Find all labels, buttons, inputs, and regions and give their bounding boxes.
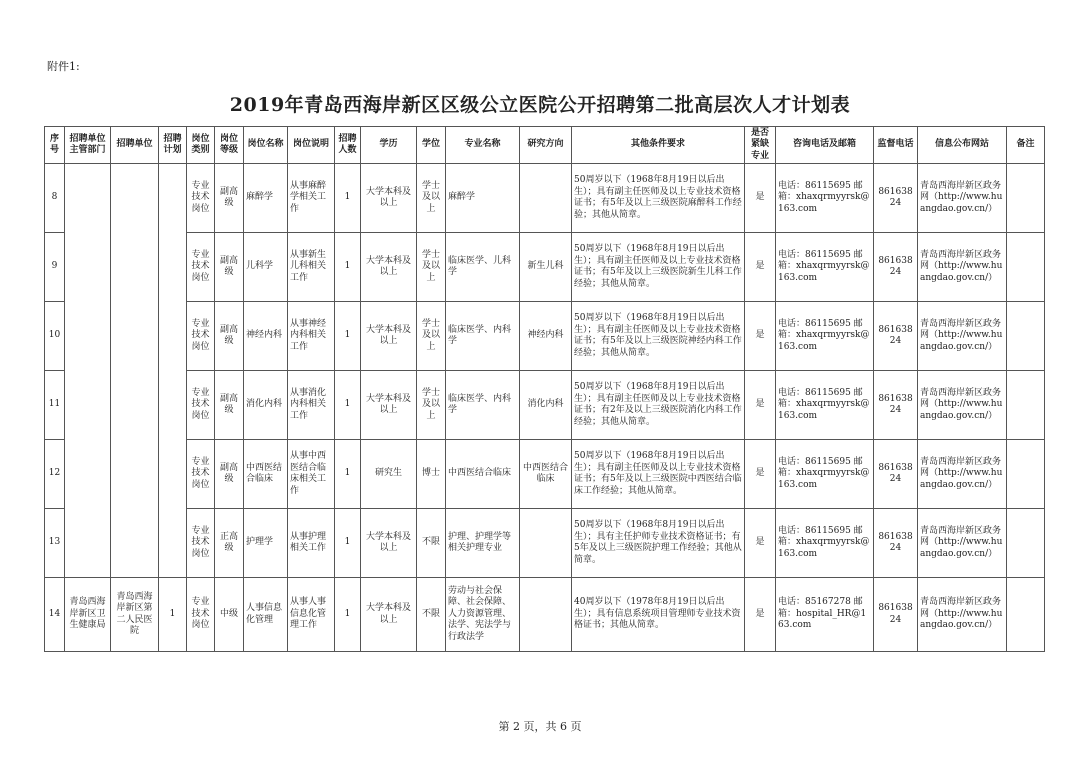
- attachment-label: 附件1:: [47, 60, 80, 73]
- position-name-cell: 护理学: [244, 509, 288, 578]
- major-cell: 劳动与社会保障、社会保障、人力资源管理、法学、宪法学与行政法学: [446, 578, 520, 652]
- table-header-row: [45, 127, 1045, 164]
- position-desc-cell: 从事新生儿科相关工作: [288, 233, 335, 302]
- contact-cell: 电话：86115695 邮箱：xhaxqrmyyrsk@163.com: [776, 371, 874, 440]
- note-cell: [1007, 233, 1045, 302]
- requirements-cell: 50周岁以下（1968年8月19日以后出生）；具有副主任医师及以上专业技术资格证书；有5年及以上三级医院麻醉科工作经验；其他从简章。: [572, 164, 745, 233]
- urgent-cell: 是: [745, 509, 776, 578]
- research-cell: 消化内科: [520, 371, 572, 440]
- plan-cell: 1: [159, 578, 187, 652]
- contact-cell: 电话：86115695 邮箱：xhaxqrmyyrsk@163.com: [776, 233, 874, 302]
- level-cell: 副高级: [215, 440, 244, 509]
- count-cell: 1: [335, 302, 361, 371]
- major-cell: 护理、护理学等相关护理专业: [446, 509, 520, 578]
- row-number: 9: [45, 233, 65, 302]
- requirements-cell: 50周岁以下（1968年8月19日以后出生）；具有副主任医师及以上专业技术资格证书；有5年及以上三级医院新生儿科工作经验；其他从简章。: [572, 233, 745, 302]
- urgent-cell: 是: [745, 440, 776, 509]
- education-cell: 大学本科及以上: [361, 509, 417, 578]
- level-cell: 副高级: [215, 164, 244, 233]
- supervise-phone-cell: 86163824: [874, 302, 918, 371]
- urgent-cell: 是: [745, 164, 776, 233]
- supervise-phone-cell: 86163824: [874, 233, 918, 302]
- header-cell: 岗位等级: [215, 127, 244, 164]
- table-row: [45, 578, 1045, 652]
- header-cell: 学位: [417, 127, 446, 164]
- requirements-cell: 50周岁以下（1968年8月19日以后出生）；具有副主任医师及以上专业技术资格证书；有2年及以上三级医院消化内科工作经验；其他从简章。: [572, 371, 745, 440]
- degree-cell: 博士: [417, 440, 446, 509]
- urgent-cell: 是: [745, 302, 776, 371]
- degree-cell: 学士及以上: [417, 233, 446, 302]
- level-cell: 副高级: [215, 302, 244, 371]
- contact-cell: 电话：86115695 邮箱：xhaxqrmyyrsk@163.com: [776, 164, 874, 233]
- table-row: [45, 164, 1045, 233]
- level-cell: 副高级: [215, 233, 244, 302]
- supervise-phone-cell: 86163824: [874, 164, 918, 233]
- table-row: [45, 302, 1045, 371]
- level-cell: 中级: [215, 578, 244, 652]
- education-cell: 大学本科及以上: [361, 164, 417, 233]
- category-cell: 专业技术岗位: [187, 302, 215, 371]
- plan-cell: [159, 164, 187, 578]
- major-cell: 麻醉学: [446, 164, 520, 233]
- degree-cell: 学士及以上: [417, 164, 446, 233]
- research-cell: 中西医结合临床: [520, 440, 572, 509]
- website-cell: 青岛西海岸新区政务网（http://www.huangdao.gov.cn/）: [918, 302, 1007, 371]
- research-cell: 新生儿科: [520, 233, 572, 302]
- level-cell: 正高级: [215, 509, 244, 578]
- header-cell: 岗位类别: [187, 127, 215, 164]
- header-cell: 信息公布网站: [918, 127, 1007, 164]
- degree-cell: 学士及以上: [417, 302, 446, 371]
- supervise-phone-cell: 86163824: [874, 371, 918, 440]
- header-cell: 研究方向: [520, 127, 572, 164]
- header-cell: 序号: [45, 127, 65, 164]
- header-cell: 岗位名称: [244, 127, 288, 164]
- note-cell: [1007, 371, 1045, 440]
- website-cell: 青岛西海岸新区政务网（http://www.huangdao.gov.cn/）: [918, 509, 1007, 578]
- count-cell: 1: [335, 440, 361, 509]
- note-cell: [1007, 440, 1045, 509]
- header-cell: 学历: [361, 127, 417, 164]
- header-cell: 是否紧缺专业: [745, 127, 776, 164]
- requirements-cell: 50周岁以下（1968年8月19日以后出生）；具有主任护师专业技术资格证书；有5年及以上三级医院护理工作经验；其他从简章。: [572, 509, 745, 578]
- urgent-cell: 是: [745, 371, 776, 440]
- header-cell: 其他条件要求: [572, 127, 745, 164]
- header-cell: 专业名称: [446, 127, 520, 164]
- position-name-cell: 中西医结合临床: [244, 440, 288, 509]
- website-cell: 青岛西海岸新区政务网（http://www.huangdao.gov.cn/）: [918, 578, 1007, 652]
- table-row: [45, 509, 1045, 578]
- row-number: 12: [45, 440, 65, 509]
- unit-cell: [111, 164, 159, 578]
- contact-cell: 电话：86115695 邮箱：xhaxqrmyyrsk@163.com: [776, 509, 874, 578]
- category-cell: 专业技术岗位: [187, 440, 215, 509]
- requirements-cell: 50周岁以下（1968年8月19日以后出生）；具有副主任医师及以上专业技术资格证书；有5年及以上三级医院神经内科工作经验；其他从简章。: [572, 302, 745, 371]
- requirements-cell: 40周岁以下（1978年8月19日以后出生）；具有信息系统项目管理师专业技术资格证书；其他从简章。: [572, 578, 745, 652]
- row-number: 8: [45, 164, 65, 233]
- note-cell: [1007, 578, 1045, 652]
- category-cell: 专业技术岗位: [187, 164, 215, 233]
- major-cell: 临床医学、内科学: [446, 371, 520, 440]
- website-cell: 青岛西海岸新区政务网（http://www.huangdao.gov.cn/）: [918, 371, 1007, 440]
- major-cell: 临床医学、儿科学: [446, 233, 520, 302]
- note-cell: [1007, 302, 1045, 371]
- row-number: 14: [45, 578, 65, 652]
- recruitment-table: [44, 126, 1045, 652]
- position-name-cell: 神经内科: [244, 302, 288, 371]
- row-number: 11: [45, 371, 65, 440]
- website-cell: 青岛西海岸新区政务网（http://www.huangdao.gov.cn/）: [918, 164, 1007, 233]
- count-cell: 1: [335, 233, 361, 302]
- requirements-cell: 50周岁以下（1968年8月19日以后出生）；具有副主任医师及以上专业技术资格证书；有5年及以上三级医院中西医结合临床工作经验；其他从简章。: [572, 440, 745, 509]
- category-cell: 专业技术岗位: [187, 371, 215, 440]
- note-cell: [1007, 509, 1045, 578]
- education-cell: 大学本科及以上: [361, 371, 417, 440]
- row-number: 13: [45, 509, 65, 578]
- degree-cell: 学士及以上: [417, 371, 446, 440]
- major-cell: 临床医学、内科学: [446, 302, 520, 371]
- contact-cell: 电话：86115695 邮箱：xhaxqrmyyrsk@163.com: [776, 302, 874, 371]
- position-desc-cell: 从事人事信息化管理工作: [288, 578, 335, 652]
- document-title: 2019年青岛西海岸新区区级公立医院公开招聘第二批高层次人才计划表: [229, 94, 851, 116]
- position-name-cell: 人事信息化管理: [244, 578, 288, 652]
- position-desc-cell: 从事神经内科相关工作: [288, 302, 335, 371]
- dept-cell: [65, 164, 111, 578]
- count-cell: 1: [335, 578, 361, 652]
- table-row: [45, 371, 1045, 440]
- position-desc-cell: 从事消化内科相关工作: [288, 371, 335, 440]
- urgent-cell: 是: [745, 233, 776, 302]
- position-desc-cell: 从事中西医结合临床相关工作: [288, 440, 335, 509]
- education-cell: 大学本科及以上: [361, 233, 417, 302]
- category-cell: 专业技术岗位: [187, 578, 215, 652]
- category-cell: 专业技术岗位: [187, 509, 215, 578]
- header-cell: 备注: [1007, 127, 1045, 164]
- research-cell: 神经内科: [520, 302, 572, 371]
- count-cell: 1: [335, 509, 361, 578]
- row-number: 10: [45, 302, 65, 371]
- supervise-phone-cell: 86163824: [874, 578, 918, 652]
- header-cell: 咨询电话及邮箱: [776, 127, 874, 164]
- education-cell: 研究生: [361, 440, 417, 509]
- supervise-phone-cell: 86163824: [874, 440, 918, 509]
- supervise-phone-cell: 86163824: [874, 509, 918, 578]
- header-cell: 招聘单位: [111, 127, 159, 164]
- urgent-cell: 是: [745, 578, 776, 652]
- dept-cell: 青岛西海岸新区卫生健康局: [65, 578, 111, 652]
- count-cell: 1: [335, 371, 361, 440]
- header-cell: 岗位说明: [288, 127, 335, 164]
- position-name-cell: 麻醉学: [244, 164, 288, 233]
- header-cell: 招聘人数: [335, 127, 361, 164]
- header-cell: 招聘单位主管部门: [65, 127, 111, 164]
- degree-cell: 不限: [417, 509, 446, 578]
- education-cell: 大学本科及以上: [361, 302, 417, 371]
- category-cell: 专业技术岗位: [187, 233, 215, 302]
- research-cell: [520, 509, 572, 578]
- education-cell: 大学本科及以上: [361, 578, 417, 652]
- position-name-cell: 儿科学: [244, 233, 288, 302]
- contact-cell: 电话：86115695 邮箱：xhaxqrmyyrsk@163.com: [776, 440, 874, 509]
- website-cell: 青岛西海岸新区政务网（http://www.huangdao.gov.cn/）: [918, 440, 1007, 509]
- position-name-cell: 消化内科: [244, 371, 288, 440]
- research-cell: [520, 578, 572, 652]
- table-row: [45, 233, 1045, 302]
- table-row: [45, 440, 1045, 509]
- research-cell: [520, 164, 572, 233]
- count-cell: 1: [335, 164, 361, 233]
- page-footer: 第 2 页，共 6 页: [498, 720, 582, 733]
- note-cell: [1007, 164, 1045, 233]
- header-cell: 招聘计划: [159, 127, 187, 164]
- unit-cell: 青岛西海岸新区第二人民医院: [111, 578, 159, 652]
- contact-cell: 电话：85167278 邮箱：hospital_HR@163.com: [776, 578, 874, 652]
- header-cell: 监督电话: [874, 127, 918, 164]
- degree-cell: 不限: [417, 578, 446, 652]
- position-desc-cell: 从事护理相关工作: [288, 509, 335, 578]
- position-desc-cell: 从事麻醉学相关工作: [288, 164, 335, 233]
- website-cell: 青岛西海岸新区政务网（http://www.huangdao.gov.cn/）: [918, 233, 1007, 302]
- level-cell: 副高级: [215, 371, 244, 440]
- major-cell: 中西医结合临床: [446, 440, 520, 509]
